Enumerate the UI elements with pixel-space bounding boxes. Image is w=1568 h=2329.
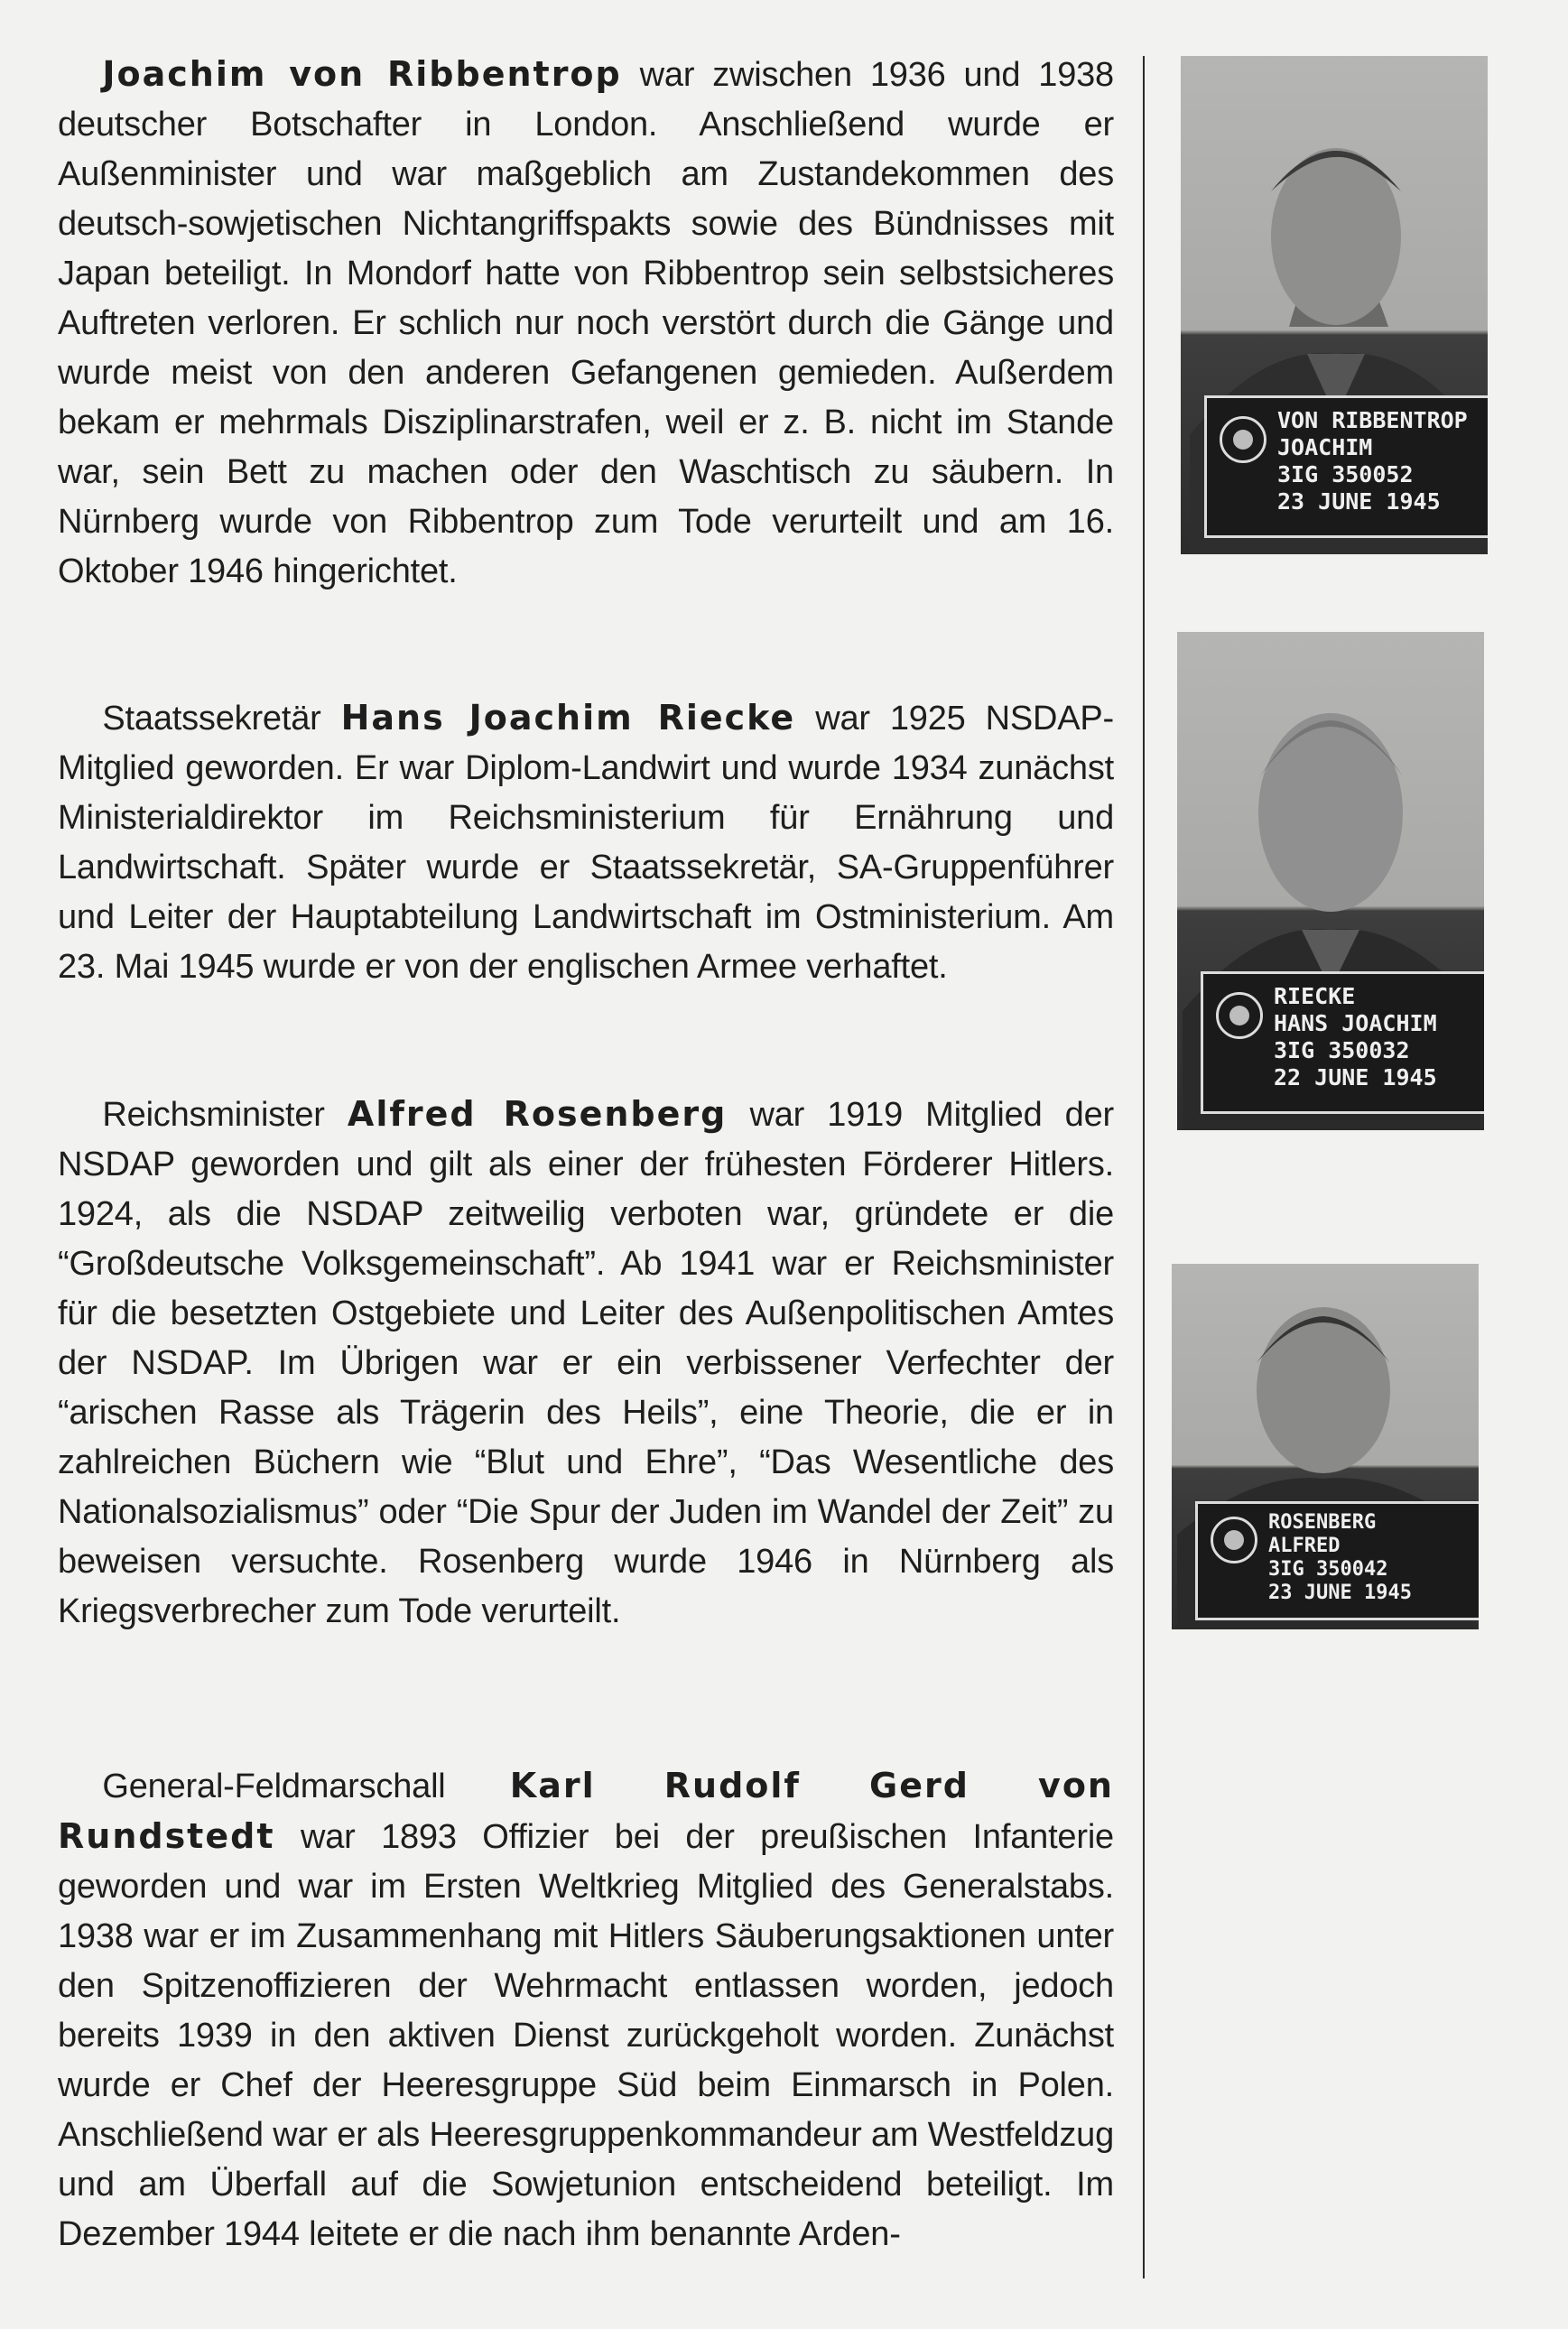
entry-paragraph [58,1090,1114,1637]
entry-riecke [58,693,1114,992]
entry-name: Karl Rudolf Gerd von Rundstedt [58,1766,1114,1856]
name-plate [1201,971,1484,1114]
plate-line: ROSENBERG [1268,1511,1377,1534]
entry-body: war 1893 Offizier bei der preußischen Infanterie geworden und war im Ersten Weltkrieg Mitglied des Generalstabs. 1938 war er im Zusammenhang mit Hitlers Säuberungsaktionen unter den Spitzenoffizieren der Wehrmacht entlassen worden, jedoch bereits 1939 in den aktiven Dienst zurückgeholt worden. Zunächst wurde er Chef der Heeresgruppe Süd beim Einmarsch in Polen. Anschließend war er als Heeresgruppenkommandeur am Westfeldzug und am Überfall auf die Sowjetunion entscheidend beteiligt. Im Dezember 1944 leitete er die nach ihm benannte Arden- [58,1818,1114,2253]
seal-icon [1220,416,1266,463]
entry-prefix: Reichsminister [102,1096,348,1134]
entry-rosenberg [58,1090,1114,1637]
entry-body: war 1919 Mitglied der NSDAP geworden und gilt als einer der frühesten Förderer Hitlers. 1924, als die NSDAP zeitweilig verboten war, gründete er die “Großdeutsche Volksgemeinschaft”. Ab 1941 war er Reichsminister für die besetzten Ostgebiete und Leiter des Außenpolitischen Amtes der NSDAP. Im Übrigen war er ein verbissener Verfechter der “arischen Rasse als Trägerin des Heils”, eine Theorie, die er in zahlreichen Büchern wie “Blut und Ehre”, “Das Wesentliche des Nationalsozialismus” oder “Die Spur der Juden im Wandel der Zeit” zu beweisen versuchte. Rosenberg wurde 1946 in Nürnberg als Kriegsverbrecher zum Tode verurteilt. [58,1096,1114,1630]
mugshot-photo-riecke [1177,632,1484,1130]
plate-line: HANS JOACHIM [1274,1010,1437,1036]
entry-prefix: Staatssekretär [102,700,341,738]
entry-name: Hans Joachim Riecke [340,698,796,738]
plate-line: 3IG 350032 [1274,1037,1410,1063]
plate-line: 3IG 350052 [1277,461,1414,487]
seal-icon [1216,992,1263,1039]
seal-icon [1211,1517,1257,1563]
plate-line: ALFRED [1268,1535,1341,1557]
entry-name: Joachim von Ribbentrop [102,54,622,94]
plate-line: 22 JUNE 1945 [1274,1064,1437,1090]
entry-paragraph [58,1761,1114,2259]
entry-prefix: General-Feldmarschall [102,1768,510,1805]
entry-body: war 1925 NSDAP-Mitglied geworden. Er war Diplom-Landwirt und wurde 1934 zunächst Ministerialdirektor im Reichsministerium für Ernährung und Landwirtschaft. Später wurde er Staatssekretär, SA-Gruppenführer und Leiter der Hauptabteilung Landwirtschaft im Ostministerium. Am 23. Mai 1945 wurde er von der englischen Armee verhaftet. [58,700,1114,986]
entry-rundstedt [58,1761,1114,2259]
mugshot-photo-ribbentrop [1181,56,1488,554]
entry-body: war zwischen 1936 und 1938 deutscher Botschafter in London. Anschließend wurde er Außenminister und war maßgeblich am Zustandekommen des deutsch-sowjetischen Nichtangriffspakts sowie des Bündnisses mit Japan beteiligt. In Mondorf hatte von Ribbentrop sein selbstsicheres Auftreten verloren. Er schlich nur noch verstört durch die Gänge und wurde meist von den anderen Gefangenen gemieden. Außerdem bekam er mehrmals Disziplinarstrafen, weil er z. B. nicht im Stande war, sein Bett zu machen oder den Waschtisch zu säubern. In Nürnberg wurde von Ribbentrop zum Tode verurteilt und am 16. Oktober 1946 hingerichtet. [58,56,1114,590]
entry-name: Alfred Rosenberg [347,1094,728,1134]
entry-paragraph [58,50,1114,597]
plate-line: JOACHIM [1277,434,1373,460]
plate-line: 23 JUNE 1945 [1268,1582,1412,1604]
plate-line: 23 JUNE 1945 [1277,488,1441,515]
entry-paragraph [58,693,1114,992]
column-divider [1143,56,1145,2278]
name-plate [1204,395,1488,538]
name-plate [1195,1501,1479,1620]
mugshot-photo-rosenberg [1172,1264,1479,1629]
plate-line: RIECKE [1274,983,1356,1009]
entry-ribbentrop [58,50,1114,597]
plate-line: VON RIBBENTROP [1277,407,1468,433]
plate-line: 3IG 350042 [1268,1558,1388,1581]
